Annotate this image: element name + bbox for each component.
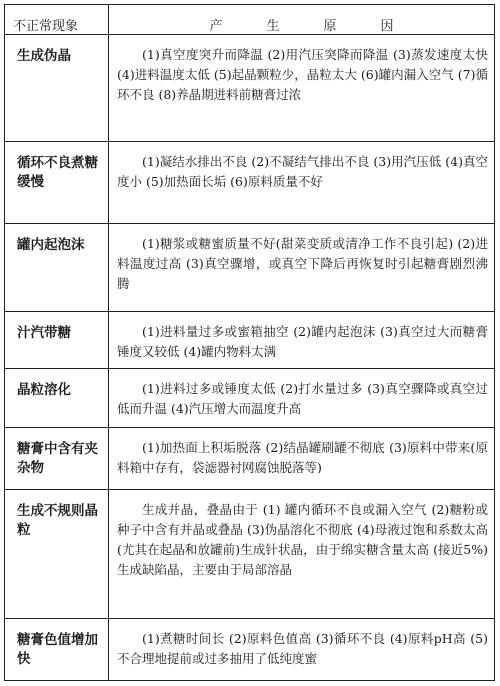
table-row bbox=[5, 224, 495, 312]
row-cause: (1)加热面上积垢脱落 (2)结晶罐刷罐不彻底 (3)原料中带来(原料箱中存有，袋滤器衬网腐蚀脱落等) bbox=[109, 428, 495, 490]
table-row bbox=[5, 35, 495, 142]
row-phenomenon: 生成不规则晶粒 bbox=[5, 490, 109, 619]
table-row bbox=[5, 428, 495, 490]
row-phenomenon: 糖膏色值增加快 bbox=[5, 619, 109, 681]
row-cause: (1)糖浆或糖蜜质量不好(甜菜变质或清净工作不良引起) (2)进料温度过高 (3)真空骤增，或真空下降后再恢复时引起糖膏剧烈沸腾 bbox=[109, 224, 495, 312]
row-cause: (1)进料量过多或蜜箱抽空 (2)罐内起泡沫 (3)真空过大而糖膏锤度又较低 (4)罐内物料太满 bbox=[109, 312, 495, 369]
row-phenomenon: 晶粒溶化 bbox=[5, 369, 109, 428]
abnormal-phenomena-table bbox=[4, 4, 495, 681]
header-cause: 产生原因 bbox=[109, 5, 495, 35]
table-row bbox=[5, 369, 495, 428]
row-cause: 生成并晶，叠晶由于 (1) 罐内循环不良或漏入空气 (2)糖粉或种子中含有并晶或叠晶 (3)伪晶溶化不彻底 (4)母液过饱和系数太高(尤其在起晶和放罐前)生成针状晶，由于绵实糖含量太高 (接近5%) 生成缺陷晶，主要由于局部溶晶 bbox=[109, 490, 495, 619]
row-cause: (1)煮糖时间长 (2)原料色值高 (3)循环不良 (4)原料pH高 (5)不合理地提前或过多抽用了低纯度蜜 bbox=[109, 619, 495, 681]
row-phenomenon: 汁汽带糖 bbox=[5, 312, 109, 369]
table-row bbox=[5, 312, 495, 369]
row-phenomenon: 糖膏中含有夹杂物 bbox=[5, 428, 109, 490]
table-row bbox=[5, 619, 495, 681]
row-phenomenon: 生成伪晶 bbox=[5, 35, 109, 142]
table-header-row bbox=[5, 5, 495, 35]
row-phenomenon: 循环不良煮糖缓慢 bbox=[5, 142, 109, 224]
table-row bbox=[5, 490, 495, 619]
row-cause: (1)进料过多或锤度太低 (2)打水量过多 (3)真空骤降或真空过低而升温 (4)汽压增大而温度升高 bbox=[109, 369, 495, 428]
row-cause: (1)凝结水排出不良 (2)不凝结气排出不良 (3)用汽压低 (4)真空度小 (5)加热面长垢 (6)原料质量不好 bbox=[109, 142, 495, 224]
row-cause: (1)真空度突升而降温 (2)用汽压突降而降温 (3)蒸发速度太快 (4)进料温度太低 (5)起晶颗粒少，晶粒太大 (6)罐内漏入空气 (7)循环不良 (8)养晶期进料前糖膏过浓 bbox=[109, 35, 495, 142]
header-phenomenon: 不正常现象 bbox=[5, 5, 109, 35]
table-row bbox=[5, 142, 495, 224]
row-phenomenon: 罐内起泡沫 bbox=[5, 224, 109, 312]
